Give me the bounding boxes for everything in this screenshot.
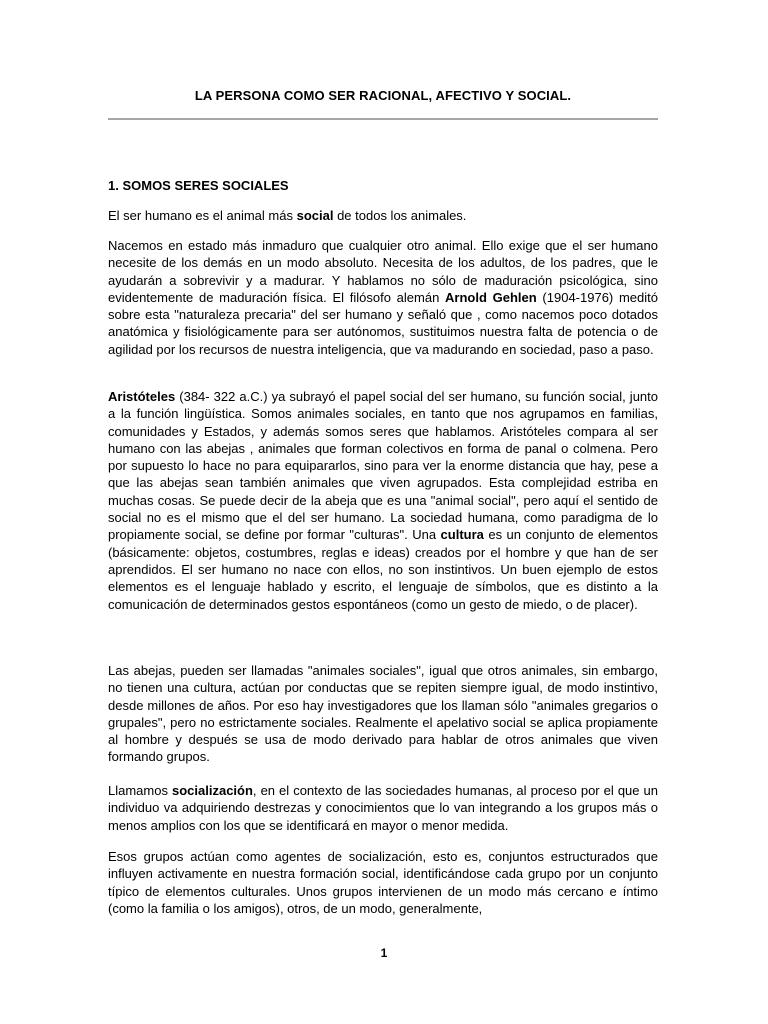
paragraph-5-bold-term: socialización [172,783,253,798]
paragraph-3 [108,388,658,613]
document-title: LA PERSONA COMO SER RACIONAL, AFECTIVO Y SOCIAL. [194,88,572,103]
paragraph-6: Esos grupos actúan como agentes de socialización, esto es, conjuntos estructurados que influyen activamente en nuestra formación social, identificándose cada grupo por un conjunto típico de elementos culturales. Unos grupos intervienen de un modo más cercano e íntimo (como la familia o los amigos), otros, de un modo, generalmente, [108,849,658,916]
paragraph-1-bold: social [296,208,334,223]
paragraph-3-bold-name: Aristóteles [108,389,176,404]
paragraph-5-text: Llamamos [108,783,172,798]
paragraph-5 [108,782,658,834]
title-divider [108,118,658,120]
paragraph-2 [108,237,658,358]
paragraph-2-text: Nacemos en estado más inmaduro que cualquier otro animal. Ello exige que el ser humano necesite de los demás en un modo absoluto. Necesita de los adultos, de los padres, que le ayudarán a sobrevivir y a madurar. Y hablamos no sólo de maduración psicológica, sino evidentemente de maduración física. El filósofo alemán [108,238,658,305]
paragraph-2-bold-name: Arnold Gehlen [445,289,537,305]
paragraph-3-bold-term: cultura [440,527,484,543]
paragraph-2-text-end: (1904-1976) meditó sobre esta "naturaleza precaria" del ser humano y señaló que , como nacemos poco dotados anatómica y fisiológicamente para ser autónomos, sustituimos nuestra falta de potencia o de agilidad por los recursos de nuestra inteligencia, que va madurando en sociedad, paso a paso. [108,289,659,357]
paragraph-3-text: (384- 322 a.C.) ya subrayó el papel social del ser humano, su función social, junto a la función lingüística. Somos animales sociales, en tanto que nos agrupamos en familias, comunidades y Estados, y además somos seres que hablamos. Aristóteles compara al ser humano con las abejas , animales que forman colectivos en forma de panal o colmena. Pero por supuesto lo hace no para equipararlos, sino para ver la enorme distancia que hay, pese a que las abejas sean también animales que viven agrupados. Esta complejidad estriba en muchas cosas. Se puede decir de la abeja que es una "animal social", pero aquí el sentido de social no es el mismo que el del ser humano. La sociedad humana, como paradigma de lo propiamente social, se define por formar "culturas". Una [108,389,658,543]
paragraph-4: Las abejas, pueden ser llamadas "animales sociales", igual que otros animales, sin embargo, no tienen una cultura, actúan por conductas que se repiten siempre igual, de modo instintivo, desde millones de años. Por eso hay investigadores que los llaman sólo "animales gregarios o grupales", pero no estrictamente sociales. Realmente el apelativo social se aplica propiamente al hombre y después se usa de modo derivado para hablar de otros animales que viven formando grupos. [108,663,658,765]
paragraph-1-text-end: de todos los animales. [333,208,467,223]
section-heading: 1. SOMOS SERES SOCIALES [108,178,289,193]
paragraph-1-text: El ser humano es el animal más [108,208,297,223]
paragraph-5-text-end: , en el contexto de las sociedades humanas, al proceso por el que un individuo va adquiriendo destrezas y conocimientos que lo van integrando a los grupos más o menos amplios con los que se identificará en mayor o menor medida. [108,783,658,833]
paragraph-3-text-end: es un conjunto de elementos (básicamente: objetos, costumbres, reglas e ideas) creados por el hombre y que han de ser aprendidos. El ser humano no nace con ellos, no son instintivos. Un buen ejemplo de estos elementos es el lenguaje hablado y escrito, el lenguaje de símbolos, que es distinto a la comunicación de determinados gestos espontáneos (como un gesto de miedo, o de placer). [108,527,658,612]
paragraph-1 [108,207,658,224]
page-number: 1 [380,946,388,960]
